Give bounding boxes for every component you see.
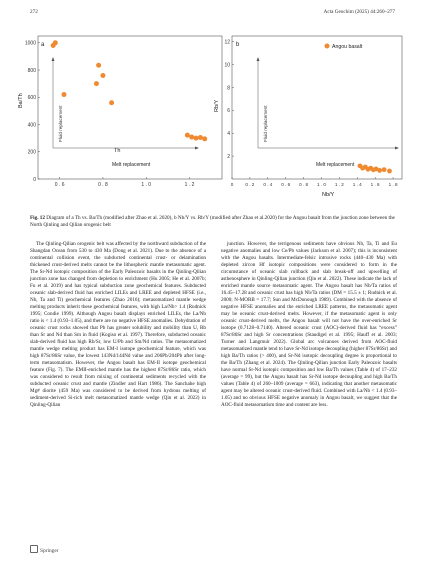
- panel-b-fluid-text: Fluid replacement: [263, 105, 268, 142]
- publisher-footer: [30, 545, 59, 554]
- body-paragraph-right: junction. However, the terrigenous sediments have obvious Nb, Ta, Ti and Eu negative anomalies and low Ce/Pb values (Jackson et al. 2007); this is inconsistent with the Angou basalts. Intermediate-felsic intrusive rocks (440–430 Ma) with depleted zircon Hf isotopic compositions were considered to form in the circumstance of oceanic slab rollback and slab break-off and upwelling of asthenosphere in Qinling-Qilian junction (Qin et al. 2022). These indicate the lack of enriched mantle source metasomatic agent. The Angou basalt has Nb/Ta ratios of 16.45–17.28 and oceanic crust has high Nb/Ta ratios (DM = 15.5 ± 1; Rudnick et al. 2000; N-MORB = 17.7; Sun and McDonough 1989). Combined with the absence of negative HFSE anomalies and the enriched LREE patterns, the metasomatic agent may be oceanic crust-derived melts. However, if the metasomatic agent is only oceanic crust-derived melts, the Angou basalt will not have the over-enriched Sr isotope (0.7128–0.7140). Altered oceanic crust (AOC)-derived fluid has “excess” 87Sr/86Sr and high Sr concentrations (Staudigel et al. 1995; Hauff et al. 2003; Turner and Langmuir 2022). Global arc volcanoes derived from AOC-fluid metasomatized mantle tend to have Sr-Nd isotope decoupling (higher 87Sr/86Sr) and high Ba/Th ratios (> 400), and Sr-Nd isotopic decoupling degree is proportional to the Ba/Th (Zhang et al. 2024). The Qinling-Qilian junction Early Paleozoic basalts have normal Sr-Nd isotopic composition and low Ba/Th values (Table 4) of 17–232 (average = 99), but the Angou basalt has Sr-Nd isotope decoupling and high Ba/Th values (Table 4) of 260–1009 (average = 663), indicating that another metasomatic agent may be altered oceanic crust-derived fluid. Combined with La/Nb < 1.4 (0.93–1.05) and no obvious HFSE negative anomaly in Angou basalt, we suggest that the AOC-fluid metasomatism time and content are less.: [221, 241, 397, 408]
- panel-b-ytick-label: 6: [227, 108, 230, 115]
- panel-a-frame: [38, 36, 222, 179]
- panel-b-ytick-label: 12: [224, 39, 230, 46]
- panel-a-xtick-label: 1 . 2: [184, 182, 195, 188]
- panel-a-data-point: [198, 135, 203, 140]
- panel-a-ytick-label: 600: [27, 95, 36, 102]
- panel-b-xtick-label: 0 . 4: [263, 182, 273, 187]
- panel-a-ylabel: Ba/Th: [18, 93, 24, 108]
- panel-b-xtick-label: 0 . 6: [281, 182, 291, 187]
- panel-a-xlabel: Th: [114, 148, 121, 154]
- figure-caption-label: Fig. 12: [30, 215, 45, 221]
- panel-a-label: a: [41, 42, 45, 48]
- panel-a-melt-text: Melt replacement: [112, 162, 151, 168]
- panel-b-xtick-label: 0 . 8: [299, 182, 309, 187]
- body-column-right: [221, 241, 397, 409]
- body-column-left: [30, 241, 206, 409]
- panel-b-xlabel: Nb/Y: [322, 192, 335, 198]
- panel-b-melt-arrowhead: [395, 147, 399, 150]
- figure-caption-text: Diagram of a Th vs. Ba/Th (modified after Zhao et al. 2020), b Nb/Y vs. Rb/Y (modified after Zhao et al.2020) for the Angou basalt from the junction zone between the North Qinling and Qilian orogenic belt: [30, 215, 395, 228]
- panel-b-fluid-arrowhead: [257, 57, 260, 61]
- panel-b-xtick-label: 0: [230, 182, 234, 187]
- journal-reference: Acta Geochim (2025) 44:260–277: [323, 9, 395, 15]
- panel-a-data-point: [202, 136, 207, 141]
- panel-a-xtick-label: 0 . 6: [54, 182, 65, 188]
- panel-b-xtick-label: 1 . 6: [370, 182, 380, 187]
- panel-b-melt-text: Melt replacement: [316, 162, 355, 168]
- panel-a-melt-arrowhead: [195, 147, 199, 150]
- panel-b-label: b: [236, 42, 240, 48]
- figure-12: [0, 0, 427, 215]
- panel-a-data-point: [185, 133, 190, 138]
- panel-b-xtick-label: 0 . 2: [245, 182, 255, 187]
- page-number: 272: [30, 9, 38, 15]
- panel-b-xtick-label: 1 . 2: [334, 182, 344, 187]
- panel-a-fluid-arrowhead: [52, 57, 55, 61]
- panel-b-ytick-label: 4: [227, 131, 230, 138]
- panel-a-fluid-text: Fluid replacement: [58, 105, 63, 142]
- panel-b-chart: [214, 36, 402, 198]
- panel-b-xtick-label: 1 . 8: [388, 182, 398, 187]
- panel-b-xtick-label: 1 . 4: [352, 182, 362, 187]
- panel-a-xtick-label: 0 . 8: [98, 182, 108, 188]
- figure-caption: [30, 215, 396, 229]
- panel-b-ytick-label: 10: [224, 62, 230, 69]
- springer-logo-icon: [30, 545, 38, 553]
- panel-b-data-point: [377, 168, 382, 173]
- panel-a-data-point: [109, 100, 114, 105]
- panel-a-data-point: [96, 63, 101, 68]
- panel-a-data-point: [194, 136, 199, 141]
- panel-a-data-point: [94, 81, 99, 86]
- panel-a-chart: [18, 36, 222, 179]
- panel-a-data-point: [189, 135, 194, 140]
- body-paragraph-left: The Qinling-Qilian orogenic belt was affected by the northward subduction of the Shangdan Ocean from 530 to 430 Ma (Dong et al. 2021). Due to the absence of a continental collision event, the subducted continental crust- or delamination thickened crust-derived melts cannot be the lithospheric mantle metasomatic agent. The Sr-Nd isotopic composition of the Early Paleozoic basalts in the Qinling-Qilian junction zone has changed from depletion to enrichment (Hu 2005; He et al. 2007b; Fu et al. 2019) and has typical subduction zone geochemical features. Subducted oceanic slab-derived fluid has enriched LILEs and LREE and depleted HFSE (i.e., Nb, Ta and Ti) geochemical features (Zhao 2016); metasomatized mantle wedge melting products inherit these geochemical features, with high La/Nb> 1.4 (Rudnick 1995; Condie 1999). Although Angou basalt displays enriched LILEs, the La/Nb ratio is < 1.4 (0.93–1.05), and there are no negative HFSE anomalies. Dehydration of oceanic crust rocks showed that Pb has greater solubility and mobility than U, Rb than Sr and Nd than Sm in fluid (Kogiso et al. 1997). Therefore, subducted oceanic slab-derived fluid has high Rb/Sr, low U/Pb and Sm/Nd ratios. The metasomatized mantle wedge melting product has EM-I isotope geochemical feature, which was high 87Sr/86Sr value, the lowest 143Nd/144Nd value and 206Pb/204Pb after long-term metasomatism. However, the Angou basalt has EM-II isotope geochemical feature (Fig. 7). The EMII-enriched mantle has the highest 87Sr/86Sr ratio, which was considered to result from mixing of continental sediments recycled with the subducted oceanic crust and mantle (Zindler and Hart 1986). The Sanchahe high Mg# diorite (459 Ma) was considered to be derived from hydrous melting of sediment-derived Si-rich melt metasomatized mantle wedge (Qin et al. 2022) in Qinling-Qilian: [30, 241, 206, 408]
- panel-b-ylabel: Rb/Y: [214, 99, 220, 112]
- panel-a-ytick-label: 400: [27, 122, 36, 129]
- panel-b-data-point: [387, 169, 392, 174]
- panel-a-ytick-label: 1000: [24, 40, 36, 47]
- panel-b-frame: [232, 36, 402, 179]
- panel-a-ytick-label: 800: [27, 67, 36, 74]
- publisher-name: Springer: [40, 548, 59, 554]
- panel-a-xtick-label: 1 . 0: [141, 182, 152, 188]
- panel-b-xtick-label: 1 . 0: [316, 182, 326, 187]
- panel-b-ytick-label: 2: [227, 153, 230, 160]
- panel-a-ytick-label: 200: [27, 149, 36, 156]
- panel-b-legend-label: Angou basalt: [332, 44, 363, 50]
- panel-a-data-point: [61, 92, 66, 97]
- panel-a-data-point: [51, 43, 56, 48]
- panel-a-ytick-label: 0: [33, 176, 36, 183]
- panel-b-legend-marker: [325, 44, 330, 49]
- panel-a-data-point: [100, 73, 105, 78]
- panel-b-data-point: [382, 167, 387, 172]
- panel-b-ytick-label: 8: [227, 85, 230, 92]
